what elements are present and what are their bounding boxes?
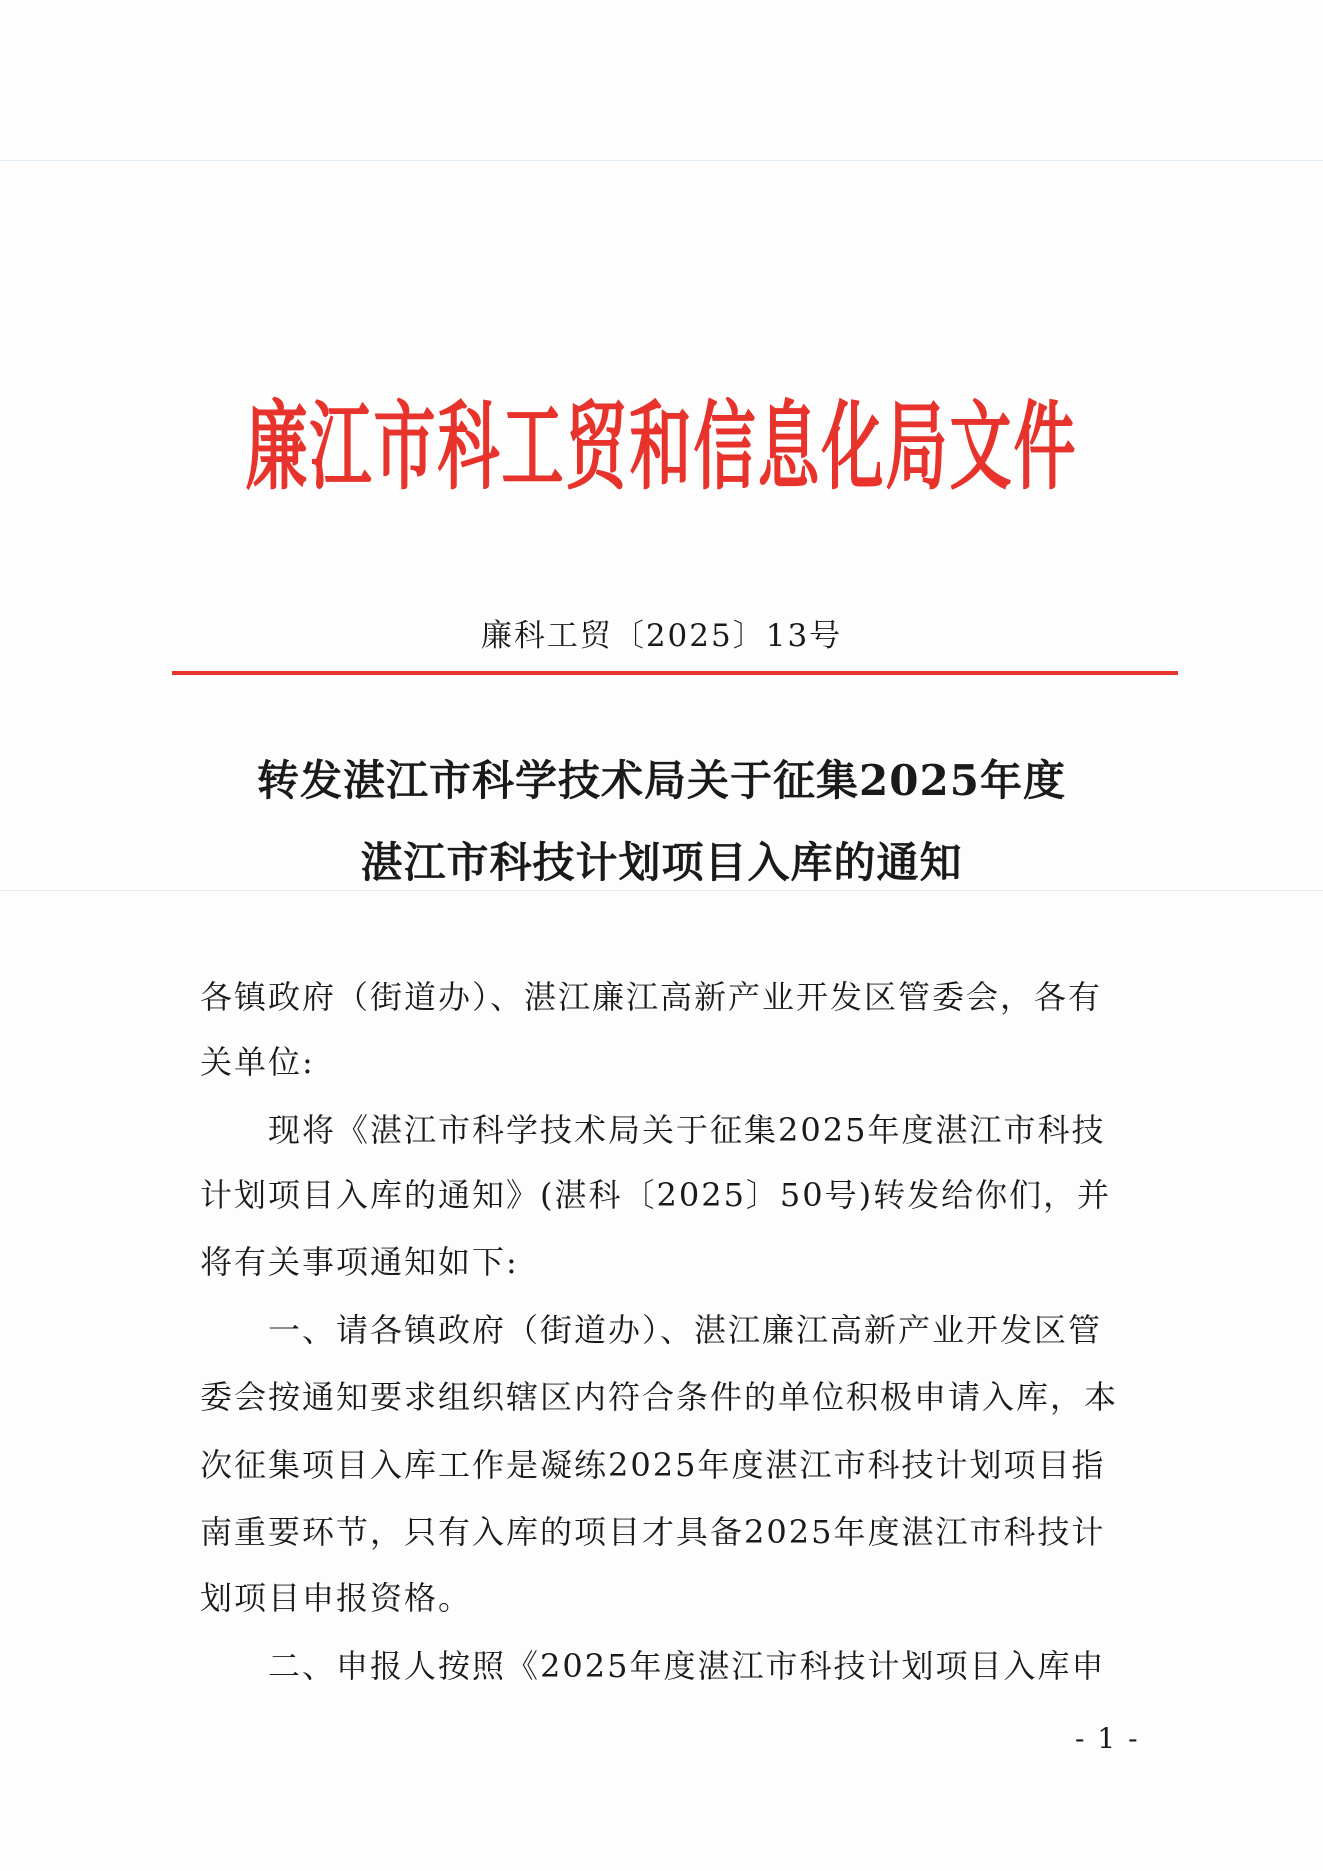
body-line: 委会按通知要求组织辖区内符合条件的单位积极申请入库，本 (200, 1378, 1119, 1416)
scan-artifact-line (0, 160, 1323, 161)
body-line: 现将《湛江市科学技术局关于征集2025年度湛江市科技 (200, 1111, 1106, 1149)
body-line: 各镇政府（街道办）、湛江廉江高新产业开发区管委会，各有 (200, 978, 1103, 1016)
notice-title-line-2: 湛江市科技计划项目入库的通知 (360, 838, 963, 887)
body-line: 划项目申报资格。 (200, 1579, 473, 1617)
notice-title-line-1: 转发湛江市科学技术局关于征集2025年度 (257, 756, 1066, 805)
page-number: - 1 - (1075, 1722, 1140, 1755)
body-line: 二、申报人按照《2025年度湛江市科技计划项目入库申 (200, 1647, 1106, 1685)
body-line: 南重要环节，只有入库的项目才具备2025年度湛江市科技计 (200, 1513, 1106, 1551)
body-line: 计划项目入库的通知》(湛科〔2025〕50号)转发给你们，并 (200, 1176, 1112, 1214)
body-line: 次征集项目入库工作是凝练2025年度湛江市科技计划项目指 (200, 1446, 1106, 1484)
body-line: 将有关事项通知如下: (200, 1243, 519, 1281)
body-line: 关单位: (200, 1043, 315, 1081)
agency-header-title: 廉江市科工贸和信息化局文件 (245, 390, 1078, 504)
document-number: 廉科工贸〔2025〕13号 (480, 618, 843, 654)
body-line: 一、请各镇政府（街道办）、湛江廉江高新产业开发区管 (200, 1311, 1103, 1349)
red-divider-line (172, 671, 1178, 675)
scan-artifact-line (0, 890, 1323, 891)
